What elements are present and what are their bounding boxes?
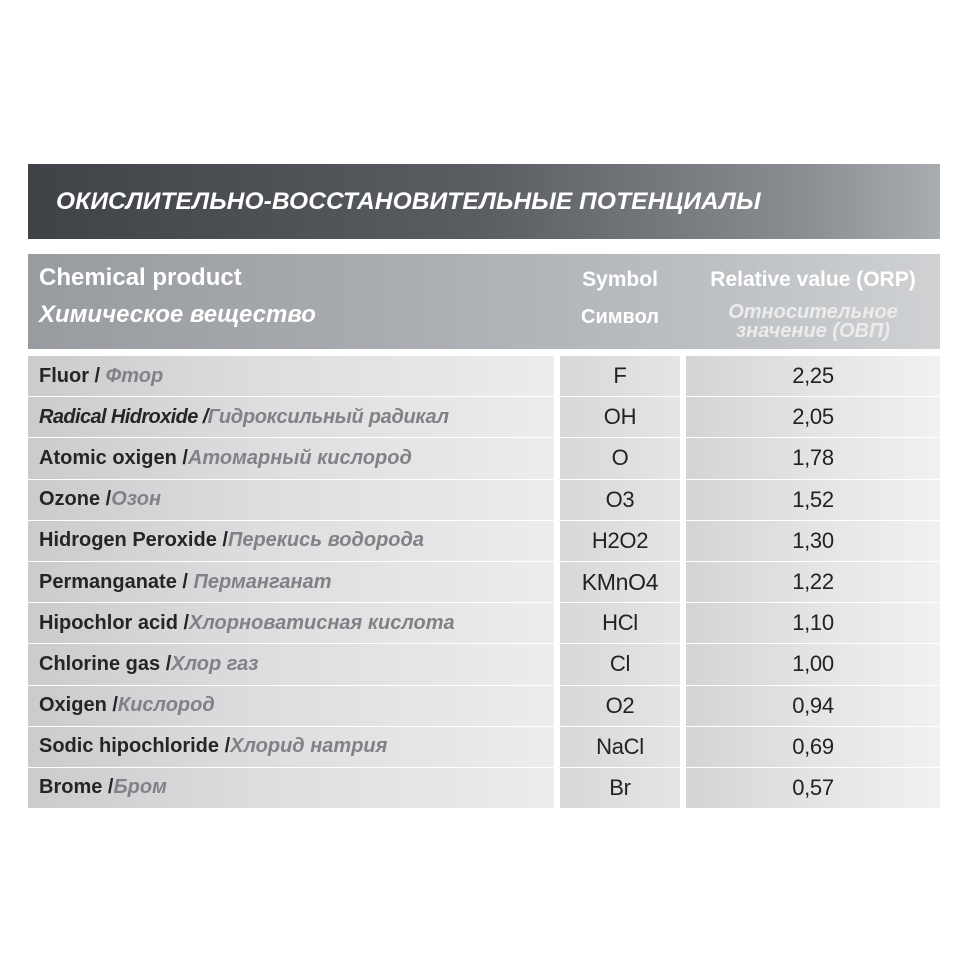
orp-value: 1,00 <box>792 651 834 677</box>
orp-value: 0,57 <box>792 774 834 800</box>
table-row <box>28 480 940 521</box>
table-row <box>28 686 940 727</box>
chemical-symbol: Cl <box>609 651 631 677</box>
chemical-name-en: Ozone / <box>39 488 112 511</box>
header-symbol-ru: Символ <box>581 306 659 328</box>
chemical-symbol: F <box>613 363 627 389</box>
orp-value: 1,52 <box>792 486 834 512</box>
chemical-symbol: HCl <box>602 610 638 636</box>
table-body <box>28 356 940 809</box>
chemical-symbol: OH <box>603 404 637 430</box>
orp-value: 2,05 <box>792 404 834 430</box>
chemical-symbol: KMnO4 <box>581 568 659 595</box>
chemical-name-ru: Хлорид натрия <box>230 735 388 758</box>
chemical-name-cell <box>28 356 554 396</box>
header-value-en: Relative value (ORP) <box>710 268 916 291</box>
symbol-cell <box>560 727 680 767</box>
chemical-name-ru: Перекись водорода <box>227 529 424 552</box>
chemical-name-cell <box>28 397 554 437</box>
table-row <box>28 644 940 685</box>
orp-value: 1,30 <box>792 527 834 553</box>
symbol-cell <box>560 356 680 396</box>
chemical-name-ru: Хлор газ <box>171 652 259 675</box>
orp-value: 0,94 <box>792 692 834 718</box>
chemical-name-en: Fluor / <box>39 364 101 387</box>
chemical-name-cell <box>28 644 554 684</box>
chemical-name-ru: Бром <box>113 776 167 799</box>
chemical-name-en: Chlorine gas / <box>39 652 172 675</box>
value-cell <box>686 644 940 684</box>
value-cell <box>686 480 940 520</box>
symbol-cell <box>560 768 680 808</box>
chemical-name-cell <box>28 521 554 561</box>
symbol-cell <box>560 521 680 561</box>
table-row <box>28 521 940 562</box>
table-row <box>28 397 940 438</box>
header-value-ru-line1: Относительное <box>728 301 898 323</box>
chemical-name-cell <box>28 768 554 808</box>
chemical-symbol: NaCl <box>596 733 644 759</box>
chemical-name-ru: Кислород <box>117 694 215 717</box>
chemical-name-en: Permanganate / <box>39 570 188 593</box>
chemical-symbol: Br <box>609 774 631 800</box>
value-cell <box>686 686 940 726</box>
chemical-name-en: Radical Hidroxide / <box>39 405 208 428</box>
header-value-ru-line2: значение (ОВП) <box>735 320 891 342</box>
chemical-name-en: Hipochlor acid / <box>39 611 190 634</box>
chemical-symbol: H2O2 <box>591 527 649 553</box>
chemical-name-en: Sodic hipochloride / <box>39 735 231 758</box>
page-title: ОКИСЛИТЕЛЬНО-ВОССТАНОВИТЕЛЬНЫЕ ПОТЕНЦИАЛЫ <box>56 187 761 215</box>
symbol-cell <box>560 603 680 643</box>
value-cell <box>686 356 940 396</box>
chemical-name-ru: Гидроксильный радикал <box>207 405 449 428</box>
chemical-symbol: O <box>611 445 629 471</box>
chemical-name-ru: Атомарный кислород <box>187 446 412 469</box>
orp-value: 1,22 <box>792 569 834 595</box>
chemical-name-ru: Фтор <box>105 364 164 387</box>
value-cell <box>686 397 940 437</box>
chemical-name-ru: Перманганат <box>193 570 332 593</box>
chemical-symbol: O3 <box>605 486 635 512</box>
table-row <box>28 562 940 603</box>
table-row <box>28 727 940 768</box>
value-cell <box>686 768 940 808</box>
value-cell <box>686 521 940 561</box>
orp-value: 0,69 <box>792 733 834 759</box>
orp-value: 2,25 <box>792 363 834 389</box>
table-row <box>28 603 940 644</box>
symbol-cell <box>560 562 680 602</box>
title-banner <box>28 164 940 239</box>
table-row <box>28 356 940 397</box>
symbol-cell <box>560 480 680 520</box>
chemical-name-en: Hidrogen Peroxide / <box>39 529 228 552</box>
symbol-cell <box>560 644 680 684</box>
value-cell <box>686 562 940 602</box>
chemical-name-ru: Хлорноватисная кислота <box>189 611 455 634</box>
header-product-ru: Химическое вещество <box>39 301 316 328</box>
chemical-name-cell <box>28 438 554 478</box>
chemical-name-cell <box>28 686 554 726</box>
symbol-cell <box>560 397 680 437</box>
header-symbol-en: Symbol <box>582 268 658 291</box>
chemical-name-cell <box>28 727 554 767</box>
chemical-symbol: O2 <box>605 692 635 718</box>
table-row <box>28 768 940 809</box>
value-cell <box>686 603 940 643</box>
symbol-cell <box>560 686 680 726</box>
chemical-name-cell <box>28 480 554 520</box>
chemical-name-en: Atomic oxigen / <box>39 446 188 469</box>
symbol-cell <box>560 438 680 478</box>
table-row <box>28 438 940 479</box>
chemical-name-en: Brome / <box>39 776 114 799</box>
orp-value: 1,10 <box>792 610 834 636</box>
chemical-name-cell <box>28 603 554 643</box>
header-product-en: Chemical product <box>39 264 242 291</box>
table-header <box>28 254 940 349</box>
value-cell <box>686 727 940 767</box>
orp-value: 1,78 <box>792 445 834 471</box>
chemical-name-en: Oxigen / <box>39 694 118 717</box>
chemical-name-ru: Озон <box>111 488 162 511</box>
value-cell <box>686 438 940 478</box>
chemical-name-cell <box>28 562 554 602</box>
